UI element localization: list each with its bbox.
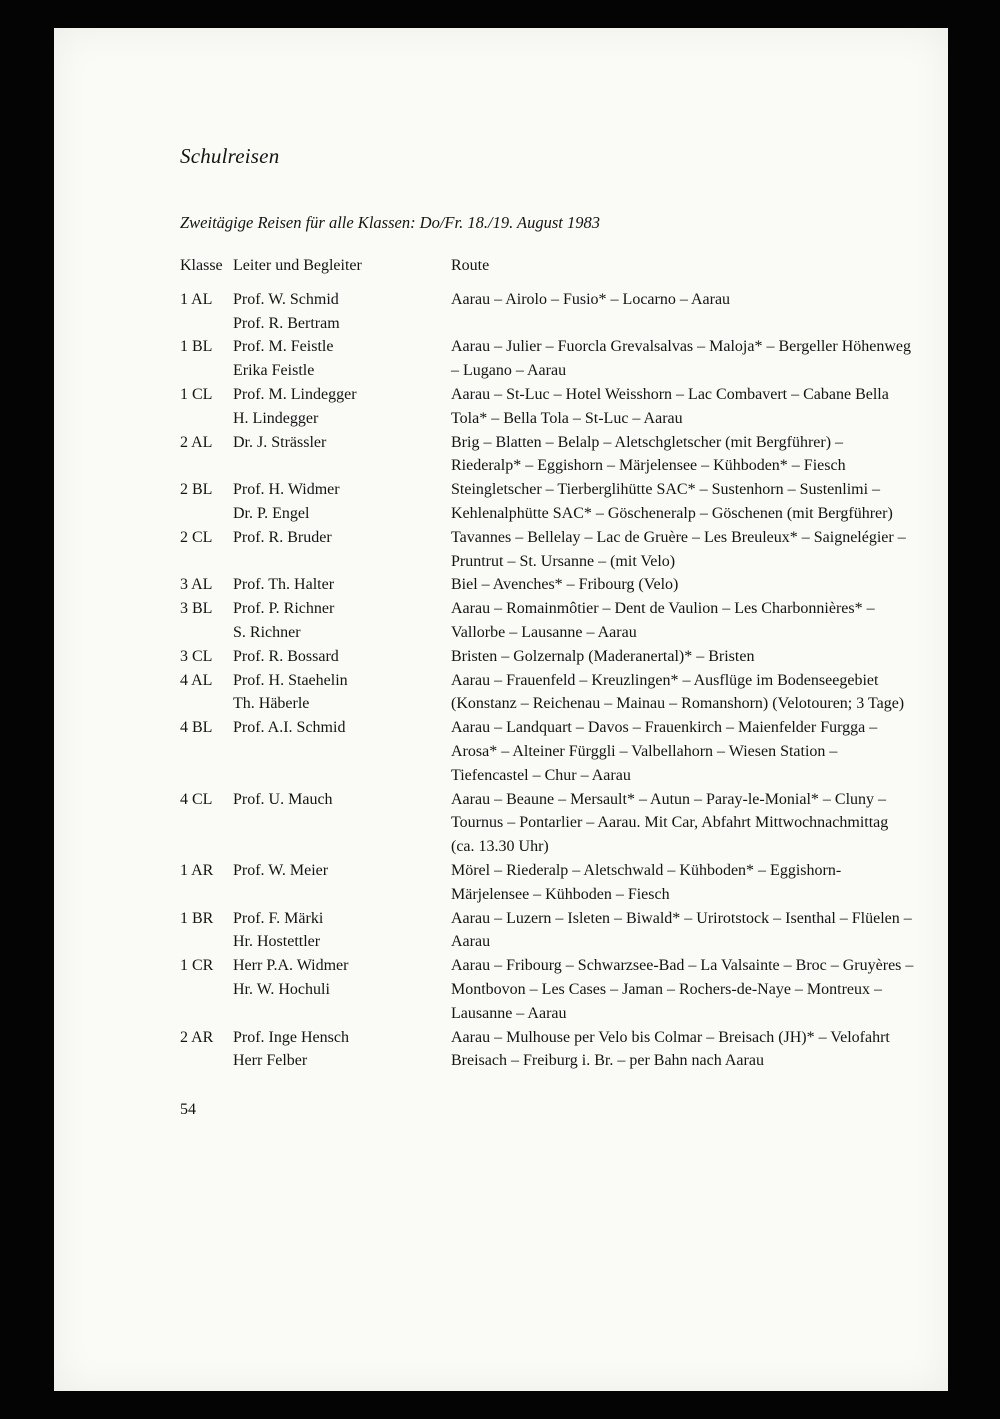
page-content: [180, 144, 912, 1135]
leader-name: Dr. P. Engel: [233, 504, 310, 522]
klasse-cell: 1 AR: [180, 861, 214, 879]
leiter-cell: [233, 478, 451, 526]
klasse-cell: 4 CL: [180, 790, 213, 808]
leader-name: Hr. W. Hochuli: [233, 980, 330, 998]
klasse-cell: 4 BL: [180, 719, 213, 737]
leiter-cell: [233, 859, 451, 907]
header-klasse: Klasse: [180, 257, 223, 274]
klasse-cell: 2 BL: [180, 481, 213, 499]
leiter-cell: [233, 335, 451, 383]
leader-name: H. Lindegger: [233, 409, 319, 427]
leader-name: Prof. M. Lindegger: [233, 385, 357, 403]
leader-name: Erika Feistle: [233, 362, 315, 380]
leiter-cell: [233, 954, 451, 1025]
leiter-cell: [233, 645, 451, 669]
leader-name: Prof. M. Feistle: [233, 338, 334, 356]
leader-name: S. Richner: [233, 623, 301, 641]
leader-name: Prof. R. Bertram: [233, 314, 340, 332]
trip-table: [180, 254, 914, 1073]
route-cell: Aarau – Julier – Fuorcla Grevalsalvas – Maloja* – Bergeller Höhenweg – Lugano – Aarau: [451, 338, 912, 380]
klasse-cell: 1 CR: [180, 957, 214, 975]
leader-name: Th. Häberle: [233, 695, 310, 713]
route-cell: Aarau – Airolo – Fusio* – Locarno – Aarau: [451, 290, 731, 308]
table-row: [180, 954, 914, 1025]
route-cell: Aarau – St-Luc – Hotel Weisshorn – Lac Combavert – Cabane Bella Tola* – Bella Tola – St-Luc – Aarau: [451, 385, 889, 427]
leader-name: Prof. F. Märki: [233, 909, 324, 927]
klasse-cell: 2 AR: [180, 1028, 214, 1046]
leiter-cell: [233, 716, 451, 787]
table-row: [180, 716, 914, 787]
leiter-cell: [233, 597, 451, 645]
route-cell: Aarau – Landquart – Davos – Frauenkirch – Maienfelder Furgga – Arosa* – Alteiner Fürggli – Valbellahorn – Wiesen Station – Tiefencastel – Chur – Aarau: [451, 719, 878, 784]
route-cell: Aarau – Fribourg – Schwarzsee-Bad – La Valsainte – Broc – Gruyères – Montbovon – Les Cases – Jaman – Rochers-de-Naye – Montreux – Lausanne – Aarau: [451, 957, 914, 1022]
klasse-cell: 1 BL: [180, 338, 213, 356]
leader-name: Prof. R. Bruder: [233, 528, 332, 546]
leader-name: Prof. W. Schmid: [233, 290, 339, 308]
route-cell: Steingletscher – Tierberglihütte SAC* – Sustenhorn – Sustenlimi – Kehlenalphütte SAC* – Göscheneralp – Göschenen (mit Bergführer): [451, 481, 893, 522]
table-row: [180, 1026, 914, 1074]
header-row: [180, 254, 914, 288]
leader-name: Prof. Inge Hensch: [233, 1028, 349, 1046]
route-cell: Mörel – Riederalp – Aletschwald – Kühboden* – Eggishorn-Märjelensee – Kühboden – Fiesch: [451, 861, 842, 903]
leader-name: Prof. P. Richner: [233, 600, 335, 618]
leader-name: Dr. J. Strässler: [233, 433, 327, 451]
table-row: [180, 907, 914, 955]
table-row: [180, 431, 914, 479]
leader-name: Prof. Th. Halter: [233, 576, 335, 594]
leiter-cell: [233, 669, 451, 717]
table-row: [180, 383, 914, 431]
leader-name: Hr. Hostettler: [233, 933, 321, 951]
klasse-cell: 4 AL: [180, 671, 213, 689]
leader-name: Prof. U. Mauch: [233, 790, 333, 808]
table-row: [180, 669, 914, 717]
scanned-page: [54, 28, 948, 1391]
leiter-cell: [233, 1026, 451, 1074]
klasse-cell: 1 AL: [180, 290, 213, 308]
leiter-cell: [233, 907, 451, 955]
leiter-cell: [233, 573, 451, 597]
route-cell: Biel – Avenches* – Fribourg (Velo): [451, 576, 679, 594]
klasse-cell: 2 AL: [180, 433, 213, 451]
header-leiter: Leiter und Begleiter: [233, 257, 362, 274]
leader-name: Herr Felber: [233, 1052, 308, 1070]
leiter-cell: [233, 526, 451, 574]
header-route: Route: [451, 257, 490, 274]
trip-table-body: [180, 288, 914, 1073]
table-row: [180, 645, 914, 669]
document-title: Schulreisen: [180, 144, 280, 168]
route-cell: Aarau – Frauenfeld – Kreuzlingen* – Ausflüge im Bodenseegebiet (Konstanz – Reichenau – Mainau – Romanshorn) (Velotouren; 3 Tage): [451, 671, 905, 713]
page-number: 54: [180, 1101, 196, 1119]
klasse-cell: 3 BL: [180, 600, 213, 618]
table-row: [180, 288, 914, 336]
leader-name: Prof. W. Meier: [233, 861, 329, 879]
klasse-cell: 3 AL: [180, 576, 213, 594]
leiter-cell: [233, 383, 451, 431]
trip-table-header: [180, 254, 914, 288]
table-row: [180, 335, 914, 383]
route-cell: Aarau – Luzern – Isleten – Biwald* – Urirotstock – Isenthal – Flüelen – Aarau: [451, 909, 912, 951]
table-row: [180, 597, 914, 645]
leader-name: Prof. H. Widmer: [233, 481, 340, 499]
leader-name: Prof. A.I. Schmid: [233, 719, 346, 737]
table-row: [180, 573, 914, 597]
table-row: [180, 478, 914, 526]
klasse-cell: 1 BR: [180, 909, 214, 927]
document-subtitle: Zweitägige Reisen für alle Klassen: Do/Fr. 18./19. August 1983: [180, 213, 600, 232]
table-row: [180, 859, 914, 907]
route-cell: Aarau – Beaune – Mersault* – Autun – Paray-le-Monial* – Cluny – Tournus – Pontarlier – Aarau. Mit Car, Abfahrt Mittwochnachmittag (ca. 13.30 Uhr): [451, 790, 889, 856]
route-cell: Tavannes – Bellelay – Lac de Gruère – Les Breuleux* – Saignelégier – Pruntrut – St. Ursanne – (mit Velo): [451, 528, 906, 570]
route-cell: Aarau – Mulhouse per Velo bis Colmar – Breisach (JH)* – Velofahrt Breisach – Freiburg i. Br. – per Bahn nach Aarau: [451, 1028, 890, 1070]
leiter-cell: [233, 431, 451, 479]
leiter-cell: [233, 288, 451, 336]
leiter-cell: [233, 788, 451, 859]
leader-name: Herr P.A. Widmer: [233, 957, 349, 975]
route-cell: Bristen – Golzernalp (Maderanertal)* – Bristen: [451, 647, 755, 665]
route-cell: Brig – Blatten – Belalp – Aletschgletscher (mit Bergführer) – Riederalp* – Eggishorn – Märjelensee – Kühboden* – Fiesch: [451, 433, 846, 475]
klasse-cell: 2 CL: [180, 528, 213, 546]
route-cell: Aarau – Romainmôtier – Dent de Vaulion – Les Charbonnières* – Vallorbe – Lausanne – Aarau: [451, 600, 875, 641]
leader-name: Prof. H. Staehelin: [233, 671, 348, 689]
table-row: [180, 526, 914, 574]
klasse-cell: 3 CL: [180, 647, 213, 665]
leader-name: Prof. R. Bossard: [233, 647, 339, 665]
table-row: [180, 788, 914, 859]
klasse-cell: 1 CL: [180, 385, 213, 403]
